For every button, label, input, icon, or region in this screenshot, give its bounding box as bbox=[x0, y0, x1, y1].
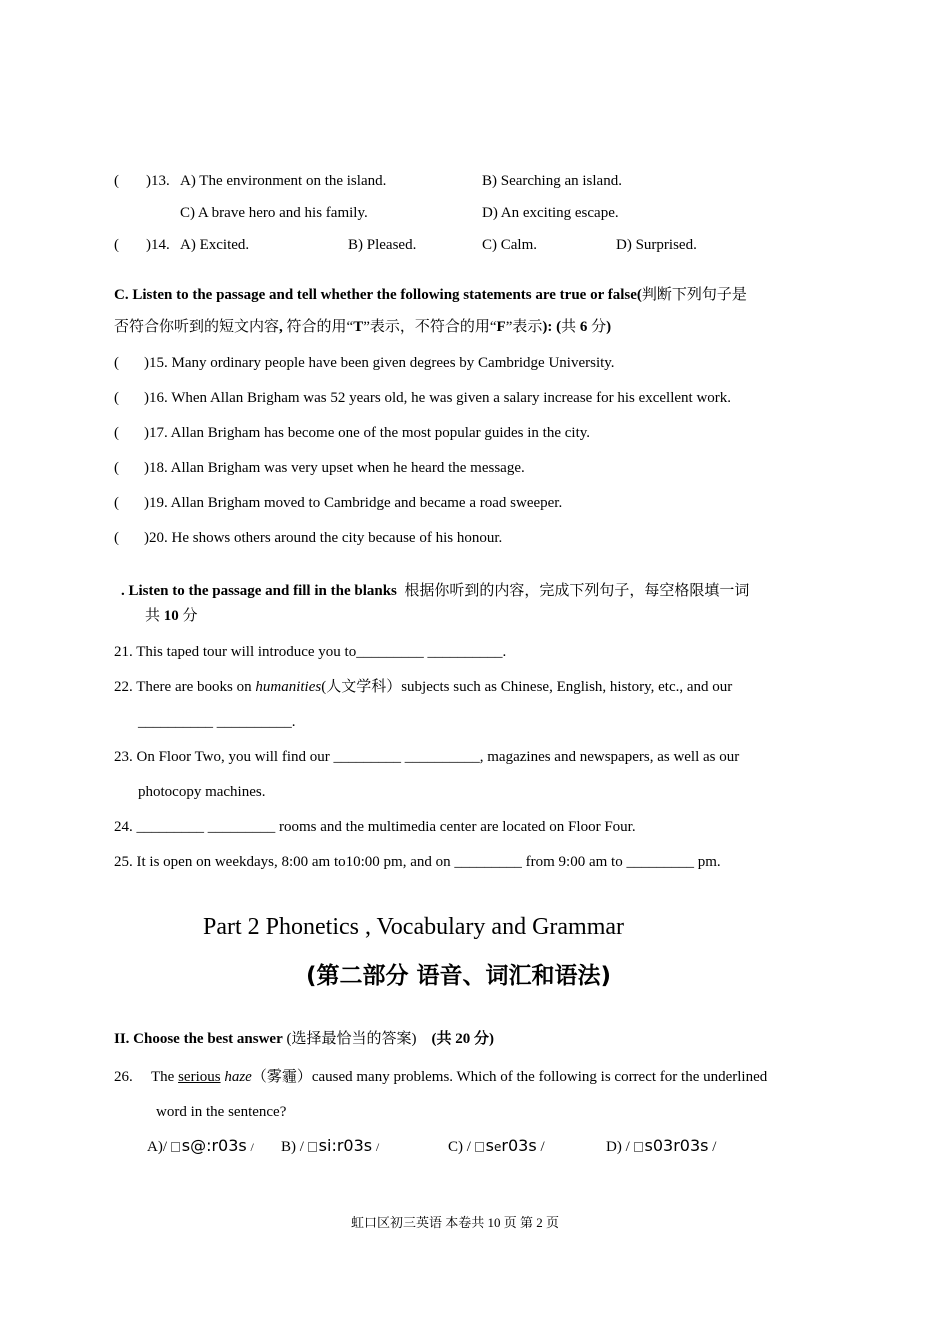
q14-option-b: B) Pleased. bbox=[348, 237, 417, 253]
statement-20: )20. He shows others around the city because of his honour. bbox=[144, 530, 503, 546]
q26-option-b-label: B) / bbox=[281, 1139, 304, 1155]
section-c-heading-tail5: ) bbox=[606, 319, 612, 335]
q26-option-d-ipa: s03r03s bbox=[644, 1136, 709, 1155]
statement-19: )19. Allan Brigham moved to Cambridge and became a road sweeper. bbox=[144, 495, 563, 511]
section-ii-heading bbox=[114, 1032, 494, 1047]
section-c-heading-cn: 判断下列句子是 bbox=[641, 287, 747, 303]
statement-15: )15. Many ordinary people have been given degrees by Cambridge University. bbox=[144, 355, 615, 371]
missing-glyph-icon bbox=[308, 1142, 317, 1152]
q26-option-c-label: C) / bbox=[448, 1139, 471, 1155]
q26-option-d bbox=[606, 1138, 716, 1155]
question-26-italic-word: haze bbox=[224, 1069, 252, 1085]
answer-paren-15: ( bbox=[114, 355, 119, 371]
question-22-text-rest: (人文学科）subjects such as Chinese, English, history, etc., and our bbox=[321, 679, 733, 695]
missing-glyph-icon bbox=[475, 1142, 484, 1152]
question-25: 25. It is open on weekdays, 8:00 am to10:00 pm, and on _________ from 9:00 am to _________ pm. bbox=[114, 854, 721, 870]
missing-glyph-icon bbox=[634, 1142, 643, 1152]
answer-paren-17: ( bbox=[114, 425, 119, 441]
question-22-italic-word: humanities bbox=[255, 679, 322, 695]
section-d-score-suffix: 分 bbox=[178, 608, 198, 624]
section-ii-score: (共 20 分) bbox=[431, 1031, 494, 1047]
question-26-line1 bbox=[151, 1070, 767, 1085]
section-c-heading-score: 6 bbox=[579, 319, 588, 335]
q26-option-c-ipa3: r03s bbox=[501, 1136, 537, 1155]
question-22-line1 bbox=[114, 680, 732, 695]
question-26-text: The bbox=[151, 1069, 179, 1085]
section-c-heading-tail2: 共 bbox=[561, 319, 580, 335]
question-number-26: 26. bbox=[114, 1069, 133, 1085]
section-c-heading-cn2d: ”表示，不符合的用“ bbox=[363, 319, 497, 335]
question-number-13: )13. bbox=[146, 173, 170, 189]
question-26-underlined-word: serious bbox=[178, 1069, 221, 1085]
part-2-title: Part 2 Phonetics , Vocabulary and Grammar bbox=[203, 914, 625, 940]
q14-option-c: C) Calm. bbox=[482, 237, 537, 253]
q26-option-a bbox=[147, 1138, 254, 1155]
answer-paren-13: ( bbox=[114, 173, 119, 189]
section-c-heading-line2 bbox=[114, 320, 611, 335]
q14-option-a: A) Excited. bbox=[180, 237, 250, 253]
q26-option-d-slash: / bbox=[712, 1139, 717, 1155]
question-21: 21. This taped tour will introduce you to_________ __________. bbox=[114, 644, 507, 660]
statement-17: )17. Allan Brigham has become one of the most popular guides in the city. bbox=[144, 425, 591, 441]
page-footer: 虹口区初三英语 本卷共 10 页 第 2 页 bbox=[351, 1215, 560, 1230]
q13-option-a: A) The environment on the island. bbox=[180, 173, 387, 189]
section-c-heading-tail4: 分 bbox=[587, 319, 607, 335]
part-2-subtitle: (第二部分 语音、词汇和语法) bbox=[306, 963, 612, 989]
q13-option-c: C) A brave hero and his family. bbox=[180, 205, 368, 221]
section-d-score: 10 bbox=[163, 608, 179, 624]
question-23-cont: photocopy machines. bbox=[138, 784, 266, 800]
q26-option-c-ipa2: e bbox=[494, 1140, 502, 1154]
q26-option-c-ipa1: s bbox=[485, 1136, 495, 1155]
q26-option-a-slash: / bbox=[250, 1140, 254, 1154]
question-24: 24. _________ _________ rooms and the multimedia center are located on Floor Four. bbox=[114, 819, 636, 835]
q13-option-d: D) An exciting escape. bbox=[482, 205, 619, 221]
section-c-heading-cn2b: , bbox=[279, 319, 287, 335]
q26-option-d-label: D) / bbox=[606, 1139, 630, 1155]
answer-paren-19: ( bbox=[114, 495, 119, 511]
section-d-heading-line2 bbox=[145, 609, 198, 624]
statement-16: )16. When Allan Brigham was 52 years old, he was given a salary increase for his excellent work. bbox=[144, 390, 732, 406]
section-c-heading-line1 bbox=[114, 288, 747, 303]
statement-18: )18. Allan Brigham was very upset when he heard the message. bbox=[144, 460, 525, 476]
answer-paren-20: ( bbox=[114, 530, 119, 546]
question-22-blanks: __________ __________. bbox=[138, 714, 296, 730]
answer-paren-18: ( bbox=[114, 460, 119, 476]
section-d-heading-cn: 根据你听到的内容，完成下列句子，每空格限填一词 bbox=[404, 583, 750, 599]
q13-option-b: B) Searching an island. bbox=[482, 173, 622, 189]
question-number-14: )14. bbox=[146, 237, 170, 253]
q26-option-a-label: A)/ bbox=[147, 1139, 167, 1155]
section-c-heading-en: C. Listen to the passage and tell whether the following statements are true or false( bbox=[114, 287, 642, 303]
question-26-text-rest: （雾霾）caused many problems. Which of the following is correct for the underlined bbox=[251, 1069, 768, 1085]
section-c-heading-t: T bbox=[353, 319, 364, 335]
section-c-heading-cn2e: ”表示 bbox=[505, 319, 543, 335]
section-c-heading-f: F bbox=[496, 319, 506, 335]
answer-paren-14: ( bbox=[114, 237, 119, 253]
q26-option-c bbox=[448, 1138, 545, 1155]
q26-option-b-slash: / bbox=[375, 1140, 380, 1154]
q26-option-a-ipa: s@:r03s bbox=[181, 1136, 247, 1155]
section-c-heading-cn2a: 否符合你听到的短文内容 bbox=[114, 319, 280, 335]
question-22-text: 22. There are books on bbox=[114, 679, 256, 695]
section-d-score-prefix: 共 bbox=[145, 608, 164, 624]
section-ii-heading-cn: (选择最恰当的答案) bbox=[282, 1031, 417, 1047]
q26-option-c-slash: / bbox=[540, 1139, 545, 1155]
section-c-heading-cn2c: 符合的用“ bbox=[286, 319, 354, 335]
question-26-line2: word in the sentence? bbox=[156, 1104, 287, 1120]
section-d-heading-en: . Listen to the passage and fill in the blanks bbox=[121, 583, 397, 599]
section-ii-heading-en: II. Choose the best answer bbox=[114, 1031, 283, 1047]
answer-paren-16: ( bbox=[114, 390, 119, 406]
section-d-heading-line1 bbox=[121, 584, 749, 599]
question-23: 23. On Floor Two, you will find our _________ __________, magazines and newspapers, as well as our bbox=[114, 749, 740, 765]
missing-glyph-icon bbox=[171, 1142, 180, 1152]
q26-option-b-ipa: si:r03s bbox=[318, 1136, 373, 1155]
q14-option-d: D) Surprised. bbox=[616, 237, 697, 253]
q26-option-b bbox=[281, 1138, 379, 1155]
section-c-heading-tail1: ): ( bbox=[542, 319, 562, 335]
